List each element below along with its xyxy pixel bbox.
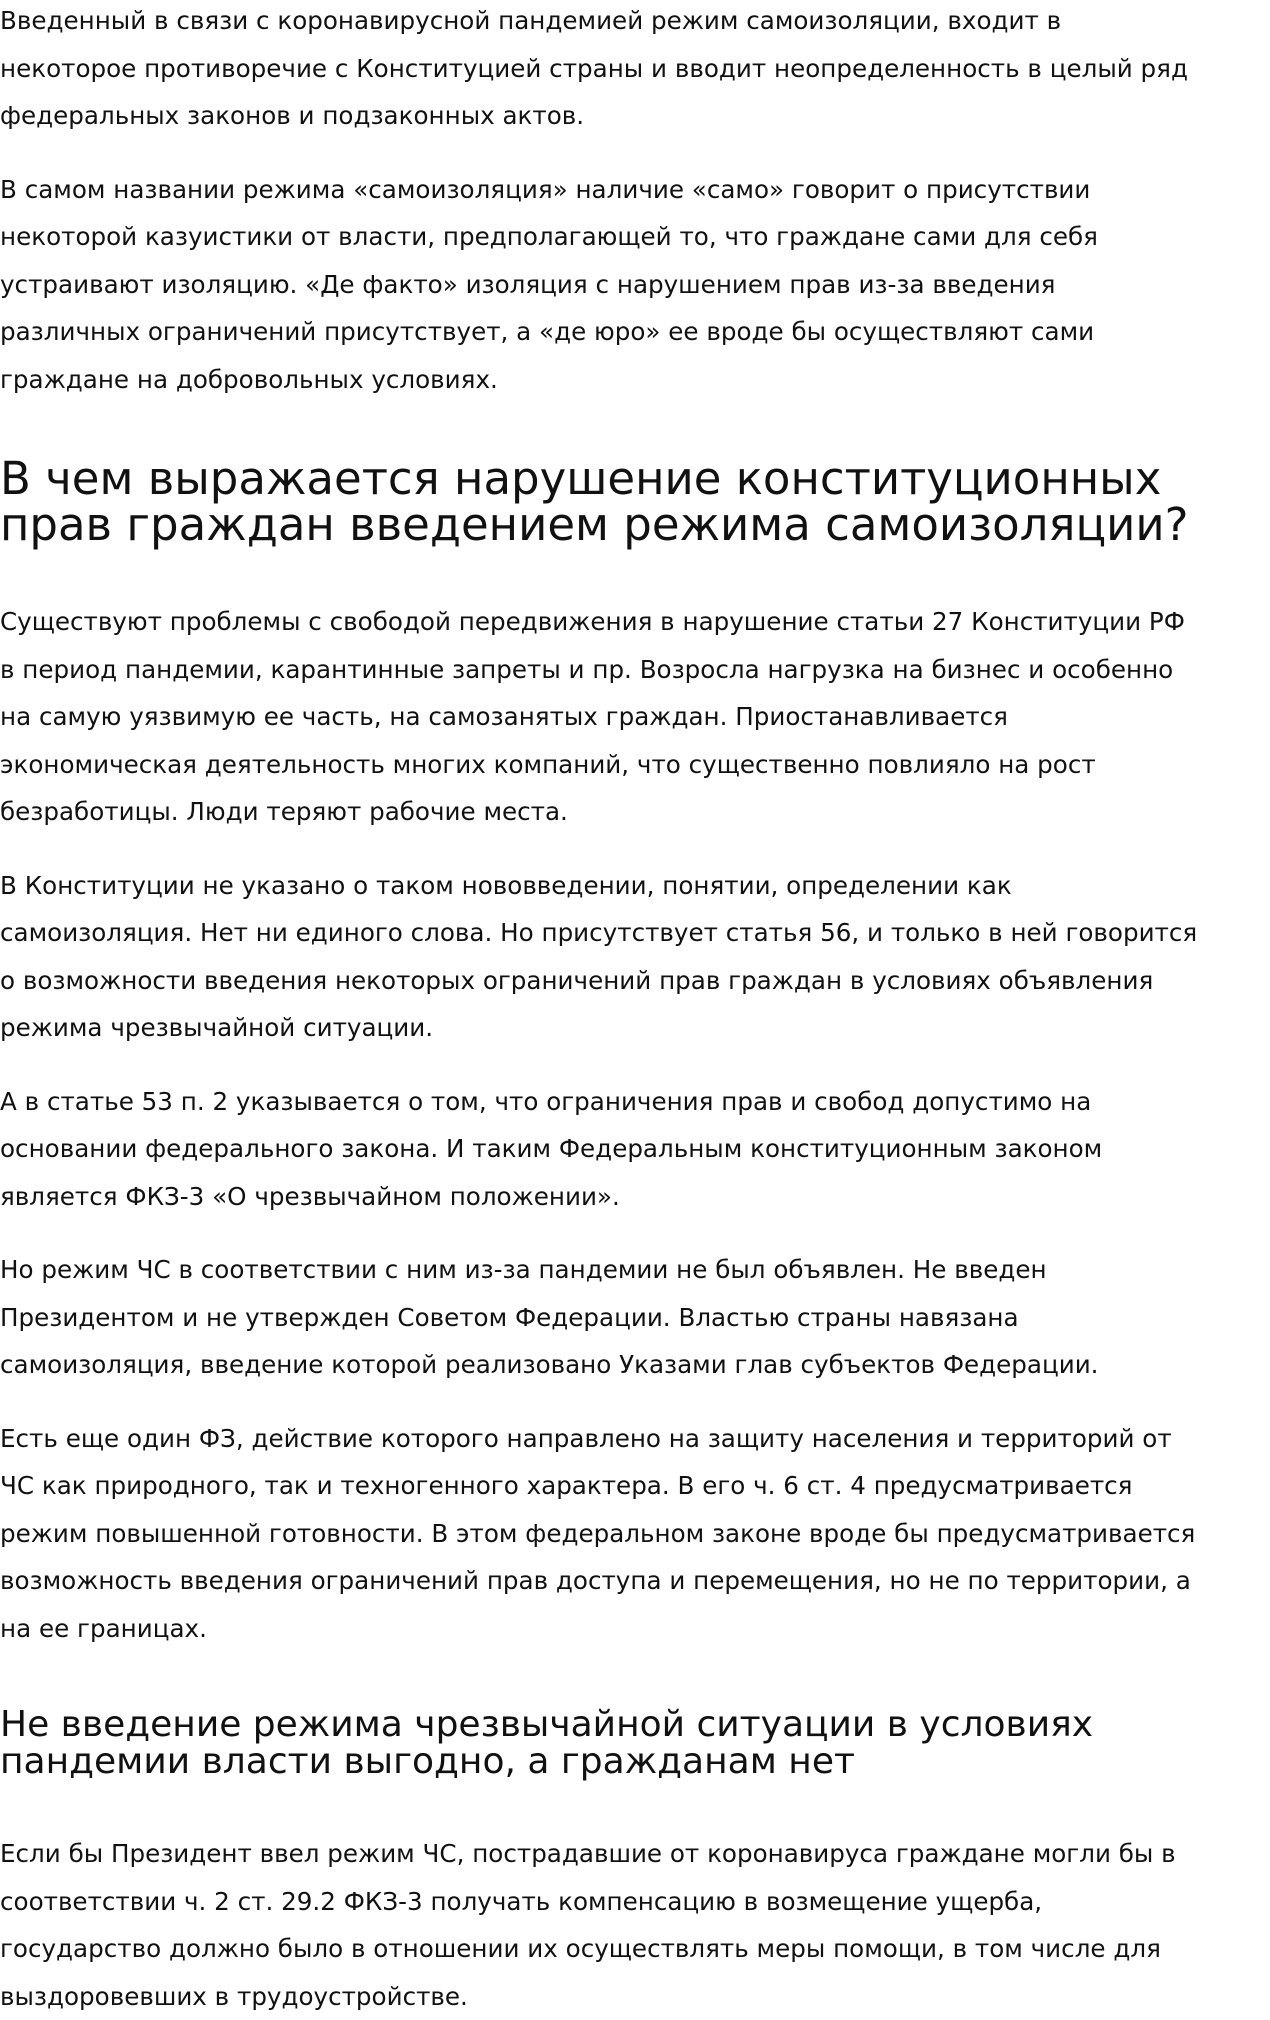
- intro-paragraph-2: [0, 166, 1262, 404]
- text-line: федеральных законов и подзаконных актов.: [0, 92, 1262, 140]
- section-heading-emergency-regime: [0, 1706, 1262, 1780]
- section1-paragraph-5: [0, 1415, 1262, 1653]
- text-line: некоторое противоречие с Конституцией страны и вводит неопределенность в целый ряд: [0, 45, 1262, 93]
- text-line: на самую уязвимую ее часть, на самозанятых граждан. Приостанавливается: [0, 693, 1262, 741]
- text-line: безработицы. Люди теряют рабочие места.: [0, 788, 1262, 836]
- text-line: соответствии ч. 2 ст. 29.2 ФКЗ-3 получать компенсацию в возмещение ущерба,: [0, 1878, 1262, 1926]
- text-line: Президентом и не утвержден Советом Федерации. Властью страны навязана: [0, 1294, 1262, 1342]
- section1-paragraph-1: [0, 598, 1262, 836]
- text-line: различных ограничений присутствует, а «де юро» ее вроде бы осуществляют сами: [0, 308, 1262, 356]
- text-line: основании федерального закона. И таким Федеральным конституционным законом: [0, 1125, 1262, 1173]
- text-line: Существуют проблемы с свободой передвижения в нарушение статьи 27 Конституции РФ: [0, 598, 1262, 646]
- text-line: на ее границах.: [0, 1605, 1262, 1653]
- heading-line: пандемии власти выгодно, а гражданам нет: [0, 1743, 1262, 1780]
- text-line: самоизоляция. Нет ни единого слова. Но присутствует статья 56, и только в ней говорится: [0, 909, 1262, 957]
- section-heading-constitutional-rights: [0, 456, 1262, 548]
- text-line: некоторой казуистики от власти, предполагающей то, что граждане сами для себя: [0, 213, 1262, 261]
- text-line: А в статье 53 п. 2 указывается о том, что ограничения прав и свобод допустимо на: [0, 1078, 1262, 1126]
- text-line: о возможности введения некоторых ограничений прав граждан в условиях объявления: [0, 957, 1262, 1005]
- text-line: ЧС как природного, так и техногенного характера. В его ч. 6 ст. 4 предусматривается: [0, 1462, 1262, 1510]
- section1-paragraph-3: [0, 1078, 1262, 1221]
- text-line: возможность введения ограничений прав доступа и перемещения, но не по территории, а: [0, 1557, 1262, 1605]
- text-line: Но режим ЧС в соответствии с ним из-за пандемии не был объявлен. Не введен: [0, 1246, 1262, 1294]
- text-line: является ФКЗ-3 «О чрезвычайном положении».: [0, 1173, 1262, 1221]
- section1-paragraph-4: [0, 1246, 1262, 1389]
- text-line: Есть еще один ФЗ, действие которого направлено на защиту населения и территорий от: [0, 1415, 1262, 1463]
- section2-paragraph-1: [0, 1830, 1262, 2020]
- text-line: выздоровевших в трудоустройстве.: [0, 1973, 1262, 2020]
- section1-paragraph-2: [0, 862, 1262, 1052]
- text-line: режима чрезвычайной ситуации.: [0, 1004, 1262, 1052]
- text-line: Введенный в связи с коронавирусной пандемией режим самоизоляции, входит в: [0, 0, 1262, 45]
- text-line: устраивают изоляцию. «Де факто» изоляция с нарушением прав из-за введения: [0, 261, 1262, 309]
- text-line: государство должно было в отношении их осуществлять меры помощи, в том числе для: [0, 1925, 1262, 1973]
- text-line: в период пандемии, карантинные запреты и пр. Возросла нагрузка на бизнес и особенно: [0, 646, 1262, 694]
- heading-line: Не введение режима чрезвычайной ситуации в условиях: [0, 1706, 1262, 1743]
- text-line: В самом названии режима «самоизоляция» наличие «само» говорит о присутствии: [0, 166, 1262, 214]
- text-line: граждане на добровольных условиях.: [0, 356, 1262, 404]
- heading-line: прав граждан введением режима самоизоляции?: [0, 502, 1262, 548]
- heading-line: В чем выражается нарушение конституционных: [0, 456, 1262, 502]
- text-line: Если бы Президент ввел режим ЧС, пострадавшие от коронавируса граждане могли бы в: [0, 1830, 1262, 1878]
- text-line: экономическая деятельность многих компаний, что существенно повлияло на рост: [0, 741, 1262, 789]
- text-line: режим повышенной готовности. В этом федеральном законе вроде бы предусматривается: [0, 1510, 1262, 1558]
- intro-paragraph-1: [0, 0, 1262, 140]
- text-line: самоизоляция, введение которой реализовано Указами глав субъектов Федерации.: [0, 1341, 1262, 1389]
- text-line: В Конституции не указано о таком нововведении, понятии, определении как: [0, 862, 1262, 910]
